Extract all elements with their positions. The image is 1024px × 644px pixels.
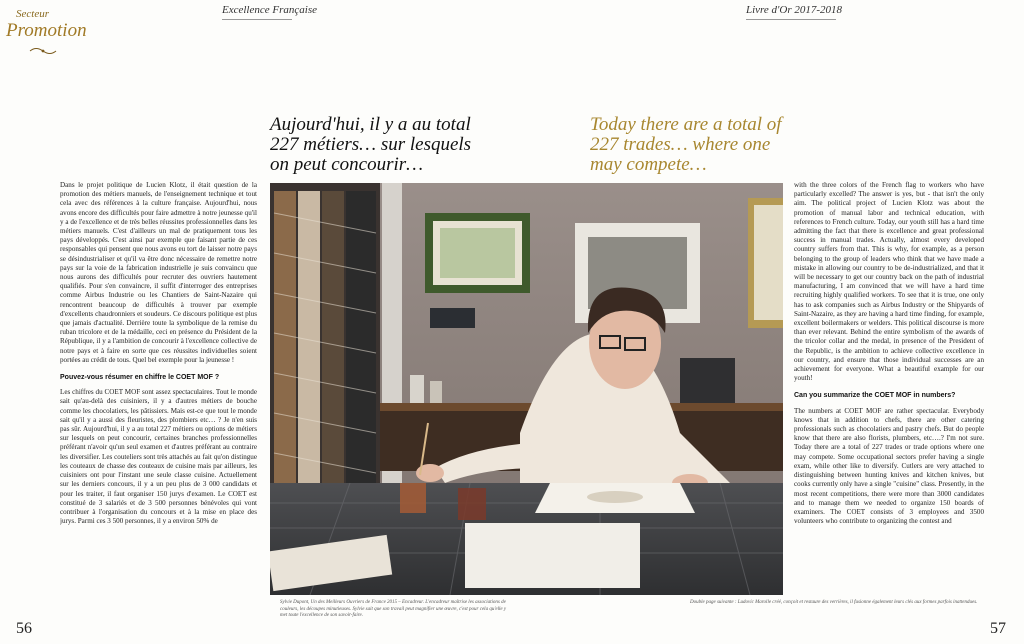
framer-workshop-photo xyxy=(270,183,783,595)
section-badge xyxy=(6,6,87,58)
main-photo xyxy=(270,183,783,595)
left-header-rule xyxy=(222,19,292,20)
section-label: Secteur xyxy=(16,8,49,20)
left-paragraph-1: Dans le projet politique de Lucien Klotz, il était question de la promotion des métiers manuels, de l'enseignement technique et tout cela avec des références à la culture française. Aujourd'hui, nous avons encore des difficultés pour faire admettre à notre jeunesse qu'il y a de l'excellence et de très belles réussites professionnelles dans les métiers manuels. C'est d'ailleurs un mal de pratiquement tous les pays développés. C'est ainsi par exemple que faisant partie de ces responsables qui pensent que nous avons eu tort de laisser notre pays se désindustrialiser et qu'il va être donc nécessaire de remettre notre pays sur la voie de la fabrication industrielle je suis convaincu que nous aurons des difficultés pour recruter des ouvriers hautement qualifiés. Pour s'en convaincre, il suffit d'interroger des entreprises comme Airbus Industrie ou les Chantiers de Saint-Nazaire qui rencontrent beaucoup de difficultés à trouver par exemple d'excellents chaudronniers et soudeurs. Ce discours politique est plus que jamais d'actualité. Derrière toute la symbolique de la remise du ruban tricolore et de la médaille, ceci en présence du Président de la République, il y a l'ambition de concourir à l'excellence collective de notre pays et à faire en sorte que ces réussites individuelles soient portées au crédit de tous. Quel bel exemple pour la jeunesse ! xyxy=(60,181,257,364)
left-running-title: Excellence Française xyxy=(222,4,317,16)
right-text-column xyxy=(794,181,984,591)
page-number-left: 56 xyxy=(16,620,32,637)
page-number-right: 57 xyxy=(990,620,1006,637)
section-name: Promotion xyxy=(6,20,87,41)
photo-caption-right: Double page suivante : Ludovic Marolle créé, conçoit et restaure des verrières, il fusionne également leurs clés aux formes parfois inattendues. xyxy=(690,600,978,605)
flourish-icon xyxy=(28,46,58,56)
right-header-rule xyxy=(746,19,836,20)
right-paragraph-1: with the three colors of the French flag to workers who have particularly excelled? The answer is yes, but - that isn't the only aim. The political project of Lucien Klotz was about the promotion of manual labor and technical education, with references to French culture. Today, our youth still has a hard time admitting the fact that there is excellence and great professional success in manual trades. Actually, almost every developed country suffers from that. This is why, for example, as a person belonging to the group of leaders who think that we have made a mistake in allowing our country to be de-industrialized, and that it will be necessary to get our country back on the path of industrial manufacturing, I am convinced that we will have a hard time recruiting highly qualified workers. To see that it is true, one only has to ask companies such as Airbus Industry or the Shipyards of Saint-Nazaire, as they are having a hard time finding, for example, excellent boilermakers or welders. This political discourse is more than ever relevant. Behind the entire symbolism of the awards of the tricolor collar and the medal, in presence of the President of the Republic, is the ambition to achieve collective excellence in our country, and ensure that those individual successes are an achievement for everyone. What a beautiful example for our youth! xyxy=(794,181,984,383)
left-question-heading: Pouvez-vous résumer en chiffre le COET MOF ? xyxy=(60,374,220,382)
left-paragraph-2: Les chiffres du COET MOF sont assez spectaculaires. Tout le monde sait qu'au-delà des cuisiniers, il y a d'autres métiers de bouche comme les chocolatiers, les pâtissiers. Mais est-ce que tout le monde sait qu'il y a aussi des fleuristes, des plombiers etc… ? Je n'en suis pas sûr. Aujourd'hui, il y a au total 227 métiers ou options de métiers sur lesquels on peut concourir, certaines branches professionnelles préférant n'avoir qu'un seul examen et d'autres préférant au contraire les diversifier. Les couteliers sont très attachés au fait qu'on distingue les couteaux de chasse des couteaux de cuisine mais par ailleurs, les cuisiniers ont pour l'instant une seule classe cuisine. Actuellement sur les derniers concours, il y a un peu plus de 3 000 candidats et pour les traiter, il faut organiser 150 jurys d'examen. Le COET est constitué de 3 salariés et de 3 500 personnes bénévoles qui vont contribuer à l'organisation du concours et à la mise en place des jurys. Parmi ces 3 500 personnes, il y a environ 50% de xyxy=(60,388,257,526)
headline-french: Aujourd'hui, il y a au total 227 métiers… sur lesquels on peut concourir… xyxy=(270,114,472,175)
photo-caption-left: Sylvie Dupont, Un des Meilleurs Ouvriers de France 2015 – Encadreur. L'encadreur maîtrise les associations de couleurs, les découpes minutieuses. Sylvie sait que son travail peut magnifier une œuvre, c'est pour cela qu'elle y met toute l'excellence de son savoir-faire. xyxy=(280,600,507,618)
right-paragraph-2: The numbers at COET MOF are rather spectacular. Everybody knows that in addition to chefs, there are other catering professionals such as chocolatiers and pastry chefs. But do people know that there are also florists, plumbers, etc….? I'm not sure. Today there are a total of 227 trades or trade options where one may compete. Some occupational sectors prefer having a single exam, while other like to diversify. Cutlers are very attached to distinguishing between hunting knives and kitchen knives, but cooks currently only have a single "cuisine" class. Presently, in the most recent competitions, there were more than 3000 candidates and to manage them we needed to organize 150 boards of examiners. The COET consists of 3 employees and 3500 volunteers who contribute to organizing the contest and xyxy=(794,406,984,526)
frame-samples-rack xyxy=(270,183,380,523)
headline-english: Today there are a total of 227 trades… where one may compete… xyxy=(590,114,782,175)
right-running-title: Livre d'Or 2017-2018 xyxy=(746,4,843,16)
right-question-heading: Can you summarize the COET MOF in numbers? xyxy=(794,392,956,400)
left-text-column xyxy=(60,181,257,591)
